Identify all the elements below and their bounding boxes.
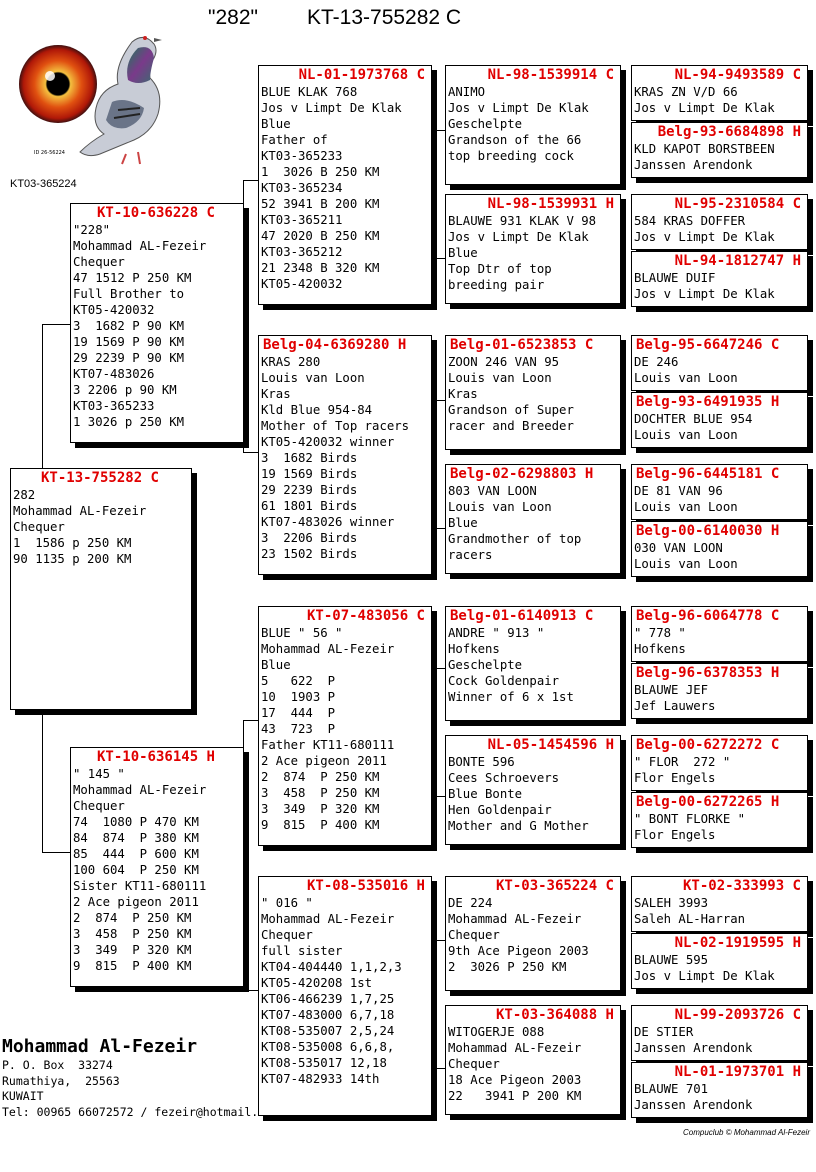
ring-number: NL-95-2310584 C — [674, 196, 801, 212]
info-line: DE STIER — [634, 1025, 694, 1039]
info-line: Hofkens — [448, 642, 500, 656]
ring-number: Belg-00-6272265 H — [636, 794, 780, 810]
info-line: Mother of Top racers — [261, 419, 410, 433]
info-line: KT03-365211 — [261, 213, 343, 227]
info-line: 90 1135 p 200 KM — [13, 552, 132, 566]
info-line: 2 874 P 250 KM — [73, 911, 192, 925]
info-line: 17 444 P — [261, 706, 336, 720]
info-line: Jos v Limpt De Klak — [634, 230, 775, 244]
info-line: KRAS ZN V/D 66 — [634, 85, 738, 99]
ancestor-card-g4-14[interactable] — [631, 933, 808, 989]
connector-line — [431, 258, 445, 259]
info-line: Flor Engels — [634, 828, 716, 842]
info-line: 9 815 P 400 KM — [261, 818, 380, 832]
info-line: SALEH 3993 — [634, 896, 709, 910]
ancestor-card-g3-8[interactable] — [445, 1005, 621, 1115]
info-line: 5 622 P — [261, 674, 336, 688]
info-line: KT03-365233 — [73, 399, 155, 413]
info-line: 29 2239 Birds — [261, 483, 358, 497]
ancestor-card-g3-5[interactable] — [445, 606, 621, 721]
ring-number: KT-10-636145 H — [96, 749, 215, 765]
logo-ring-text: KT03-365224 — [10, 178, 77, 190]
info-line: ANIMO — [448, 85, 486, 99]
info-line: Louis van Loon — [634, 557, 738, 571]
info-line: 282 — [13, 488, 36, 502]
info-line: Geschelpte — [448, 658, 523, 672]
info-line: Top Dtr of top — [448, 262, 552, 276]
connector-line — [431, 528, 445, 529]
info-line: Jos v Limpt De Klak — [448, 230, 589, 244]
ring-number: Belg-96-6445181 C — [636, 466, 780, 482]
connector-line — [431, 130, 445, 131]
ring-number: KT-02-333993 C — [682, 878, 801, 894]
ancestor-card-g4-7[interactable] — [631, 464, 808, 520]
ring-number: Belg-01-6523853 C — [450, 337, 594, 353]
info-line: Mohammad AL-Fezeir — [73, 239, 207, 253]
info-line: 43 723 P — [261, 722, 336, 736]
ring-number: Belg-93-6684898 H — [657, 124, 801, 140]
info-line: 84 874 P 380 KM — [73, 831, 199, 845]
info-line: " 016 " — [261, 896, 313, 910]
info-line: KLD KAPOT BORSTBEEN — [634, 142, 775, 156]
info-line: KT05-420032 — [73, 303, 155, 317]
info-line: BLUE KLAK 768 — [261, 85, 358, 99]
connector-line — [42, 852, 70, 853]
ancestor-card-g4-12[interactable] — [631, 792, 808, 848]
info-line: Mohammad AL-Fezeir — [73, 783, 207, 797]
info-line: Jos v Limpt De Klak — [634, 969, 775, 983]
connector-line — [42, 324, 70, 325]
ancestor-card-g3-2[interactable] — [445, 194, 621, 304]
software-credit: Compuclub © Mohammad Al-Fezeir — [683, 1128, 810, 1137]
info-line: Jef Lauwers — [634, 699, 716, 713]
info-line: 3 349 P 320 KM — [73, 943, 192, 957]
connector-line — [243, 720, 259, 721]
info-line: 3 458 P 250 KM — [73, 927, 192, 941]
info-line: Jos v Limpt De Klak — [261, 101, 402, 115]
info-line: Mohammad AL-Fezeir — [261, 642, 395, 656]
info-line: 3 349 P 320 KM — [261, 802, 380, 816]
info-line: "228" — [73, 223, 111, 237]
info-line: top breeding cock — [448, 149, 574, 163]
info-line: KRAS 280 — [261, 355, 321, 369]
info-line: Grandmother of top — [448, 532, 582, 546]
ancestor-card-g3-4[interactable] — [445, 464, 621, 574]
pigeon-logo-image — [14, 14, 184, 174]
info-line: 3 458 P 250 KM — [261, 786, 380, 800]
info-line: 22 3941 P 200 KM — [448, 1089, 582, 1103]
info-line: Blue — [261, 117, 291, 131]
info-line: 61 1801 Birds — [261, 499, 358, 513]
ancestor-card-g4-4[interactable] — [631, 251, 808, 307]
info-line: Louis van Loon — [634, 371, 738, 385]
info-line: BLAUWE 931 KLAK V 98 — [448, 214, 597, 228]
info-line: Sister KT11-680111 — [73, 879, 207, 893]
info-line: Janssen Arendonk — [634, 1041, 753, 1055]
pigeon-name: "282" — [208, 6, 258, 29]
granddam-dam-side-card[interactable] — [258, 876, 432, 1116]
ring-number: Belg-00-6272272 C — [636, 737, 780, 753]
ring-number: KT-08-535016 H — [306, 878, 425, 894]
address-line: KUWAIT — [2, 1089, 44, 1103]
info-line: DE 224 — [448, 896, 493, 910]
info-line: 030 VAN LOON — [634, 541, 723, 555]
grandsire-sire-side-card[interactable] — [258, 65, 432, 305]
info-line: Louis van Loon — [634, 500, 738, 514]
subject-card[interactable] — [10, 468, 192, 710]
connector-line — [243, 180, 259, 181]
ancestor-card-g4-10[interactable] — [631, 663, 808, 719]
info-line: racer and Breeder — [448, 419, 574, 433]
ancestor-card-g3-6[interactable] — [445, 735, 621, 845]
info-line: KT05-420208 1st — [261, 976, 373, 990]
info-line: WITOGERJE 088 — [448, 1025, 545, 1039]
info-line: Father KT11-680111 — [261, 738, 395, 752]
connector-line — [431, 400, 445, 401]
info-line: Jos v Limpt De Klak — [634, 287, 775, 301]
info-line: Janssen Arendonk — [634, 158, 753, 172]
info-line: 584 KRAS DOFFER — [634, 214, 746, 228]
info-line: Chequer — [261, 928, 313, 942]
info-line: 9 815 P 400 KM — [73, 959, 192, 973]
info-line: Chequer — [448, 1057, 500, 1071]
info-line: KT03-365234 — [261, 181, 343, 195]
info-line: 2 874 P 250 KM — [261, 770, 380, 784]
info-line: Blue — [448, 246, 478, 260]
ring-number: Belg-04-6369280 H — [263, 337, 407, 353]
ring-number: NL-98-1539931 H — [487, 196, 614, 212]
info-line: 1 1586 p 250 KM — [13, 536, 132, 550]
info-line: KT05-420032 winner — [261, 435, 395, 449]
info-line: Louis van Loon — [634, 428, 738, 442]
info-line: KT06-466239 1,7,25 — [261, 992, 395, 1006]
info-line: 18 Ace Pigeon 2003 — [448, 1073, 582, 1087]
ring-number: NL-01-1973768 C — [298, 67, 425, 83]
info-line: 2 3026 P 250 KM — [448, 960, 567, 974]
info-line: Saleh AL-Harran — [634, 912, 746, 926]
info-line: 21 2348 B 320 KM — [261, 261, 380, 275]
info-line: Louis van Loon — [448, 371, 552, 385]
granddam-sire-side-card[interactable] — [258, 335, 432, 575]
ring-number: KT-10-636228 C — [96, 205, 215, 221]
info-line: 52 3941 B 200 KM — [261, 197, 380, 211]
info-line: Kras — [448, 387, 478, 401]
info-line: BONTE 596 — [448, 755, 515, 769]
connector-line — [243, 990, 259, 991]
info-line: DOCHTER BLUE 954 — [634, 412, 753, 426]
info-line: BLAUWE 595 — [634, 953, 709, 967]
info-line: KT08-535017 12,18 — [261, 1056, 387, 1070]
info-line: Mohammad AL-Fezeir — [448, 1041, 582, 1055]
info-line: 29 2239 P 90 KM — [73, 351, 185, 365]
info-line: Jos v Limpt De Klak — [634, 101, 775, 115]
info-line: Chequer — [73, 255, 125, 269]
photo-caption: ID 26-56224 — [34, 150, 65, 156]
owner-contact — [2, 1036, 258, 1120]
info-line: Mohammad AL-Fezeir — [448, 912, 582, 926]
info-line: Mother and G Mother — [448, 819, 589, 833]
ring-number: Belg-02-6298803 H — [450, 466, 594, 482]
ring-number: NL-02-1919595 H — [674, 935, 801, 951]
info-line: Hen Goldenpair — [448, 803, 552, 817]
ring-number: NL-01-1973701 H — [674, 1064, 801, 1080]
ring-number: NL-94-9493589 C — [674, 67, 801, 83]
ring-number: KT-03-365224 C — [495, 878, 614, 894]
info-line: 2 Ace pigeon 2011 — [73, 895, 199, 909]
ring-number: KT-03-364088 H — [495, 1007, 614, 1023]
info-line: ZOON 246 VAN 95 — [448, 355, 560, 369]
info-line: BLAUWE DUIF — [634, 271, 716, 285]
info-line: KT07-483000 6,7,18 — [261, 1008, 395, 1022]
info-line: 1 3026 p 250 KM — [73, 415, 185, 429]
grandsire-dam-side-card[interactable] — [258, 606, 432, 846]
info-line: 10 1903 P — [261, 690, 336, 704]
info-line: Blue — [261, 658, 291, 672]
info-line: Blue — [448, 516, 478, 530]
ancestor-card-g3-7[interactable] — [445, 876, 621, 991]
ring-number: Belg-95-6647246 C — [636, 337, 780, 353]
connector-line — [431, 1068, 445, 1069]
ancestor-card-g4-13[interactable] — [631, 876, 808, 932]
ring-number: NL-94-1812747 H — [674, 253, 801, 269]
info-line: 3 1682 Birds — [261, 451, 358, 465]
info-line: 1 3026 B 250 KM — [261, 165, 380, 179]
info-line: Father of — [261, 133, 328, 147]
info-line: KT03-365212 — [261, 245, 343, 259]
info-line: Chequer — [448, 928, 500, 942]
ancestor-card-g4-3[interactable] — [631, 194, 808, 250]
info-line: Chequer — [13, 520, 65, 534]
info-line: Janssen Arendonk — [634, 1098, 753, 1112]
info-line: 47 1512 P 250 KM — [73, 271, 192, 285]
ancestor-card-g4-2[interactable] — [631, 122, 808, 178]
info-line: KT08-535007 2,5,24 — [261, 1024, 395, 1038]
connector-line — [42, 324, 43, 469]
connector-line — [243, 452, 259, 453]
info-line: 85 444 P 600 KM — [73, 847, 199, 861]
info-line: Hofkens — [634, 642, 686, 656]
info-line: ANDRE " 913 " — [448, 626, 545, 640]
info-line: Kld Blue 954-84 — [261, 403, 373, 417]
ancestor-card-g4-15[interactable] — [631, 1005, 808, 1061]
ring-number: Belg-01-6140913 C — [450, 608, 594, 624]
info-line: 9th Ace Pigeon 2003 — [448, 944, 589, 958]
ancestor-card-g3-3[interactable] — [445, 335, 621, 450]
info-line: " 778 " — [634, 626, 686, 640]
info-line: DE 246 — [634, 355, 679, 369]
info-line: 23 1502 Birds — [261, 547, 358, 561]
info-line: 100 604 P 250 KM — [73, 863, 199, 877]
info-line: 74 1080 P 470 KM — [73, 815, 199, 829]
info-line: KT05-420032 — [261, 277, 343, 291]
ring-number: Belg-93-6491935 H — [636, 394, 780, 410]
info-line: Blue Bonte — [448, 787, 523, 801]
ancestor-card-g4-1[interactable] — [631, 65, 808, 121]
info-line: breeding pair — [448, 278, 545, 292]
info-line: " BONT FLORKE " — [634, 812, 746, 826]
info-line: 3 2206 Birds — [261, 531, 358, 545]
info-line: Mohammad AL-Fezeir — [261, 912, 395, 926]
info-line: KT04-404440 1,1,2,3 — [261, 960, 402, 974]
info-line: KT07-483026 winner — [261, 515, 395, 529]
connector-line — [431, 940, 445, 941]
info-line: racers — [448, 548, 493, 562]
info-line: DE 81 VAN 96 — [634, 484, 723, 498]
connector-line — [42, 712, 43, 852]
ancestor-card-g4-9[interactable] — [631, 606, 808, 662]
address-line: P. O. Box 33274 — [2, 1058, 113, 1072]
ring-number: KT-07-483056 C — [306, 608, 425, 624]
info-line: Grandson of Super — [448, 403, 574, 417]
info-line: Geschelpte — [448, 117, 523, 131]
info-line: Jos v Limpt De Klak — [448, 101, 589, 115]
info-line: Cees Schroevers — [448, 771, 560, 785]
contact-line: Tel: 00965 66072572 / fezeir@hotmail. — [2, 1104, 259, 1119]
ancestor-card-g3-1[interactable] — [445, 65, 621, 185]
info-line: BLAUWE JEF — [634, 683, 709, 697]
ring-number: Belg-96-6378353 H — [636, 665, 780, 681]
ring-number: NL-05-1454596 H — [487, 737, 614, 753]
info-line: 19 1569 P 90 KM — [73, 335, 185, 349]
ring-number: Belg-96-6064778 C — [636, 608, 780, 624]
info-line: 3 2206 p 90 KM — [73, 383, 177, 397]
pigeon-ring-number: KT-13-755282 C — [307, 6, 462, 29]
info-line: 19 1569 Birds — [261, 467, 358, 481]
info-line: 2 Ace pigeon 2011 — [261, 754, 387, 768]
info-line: Winner of 6 x 1st — [448, 690, 574, 704]
info-line: Kras — [261, 387, 291, 401]
info-line: Full Brother to — [73, 287, 185, 301]
info-line: KT03-365233 — [261, 149, 343, 163]
address-line: Rumathiya, 25563 — [2, 1073, 120, 1088]
info-line: " 145 " — [73, 767, 125, 781]
info-line: 3 1682 P 90 KM — [73, 319, 185, 333]
info-line: BLAUWE 701 — [634, 1082, 709, 1096]
info-line: Grandson of the 66 — [448, 133, 582, 147]
info-line: 803 VAN LOON — [448, 484, 537, 498]
info-line: 47 2020 B 250 KM — [261, 229, 380, 243]
info-line: Chequer — [73, 799, 125, 813]
dam-card[interactable] — [70, 747, 244, 987]
info-line: BLUE " 56 " — [261, 626, 343, 640]
info-line: Louis van Loon — [448, 500, 552, 514]
connector-line — [431, 796, 445, 797]
info-line: KT08-535008 6,6,8, — [261, 1040, 395, 1054]
ancestor-card-g4-8[interactable] — [631, 521, 808, 577]
connector-line — [431, 668, 445, 669]
info-line: KT07-482933 14th — [261, 1072, 380, 1086]
ancestor-card-g4-6[interactable] — [631, 392, 808, 448]
info-line: KT07-483026 — [73, 367, 155, 381]
ancestor-card-g4-16[interactable] — [631, 1062, 808, 1118]
ring-number: Belg-00-6140030 H — [636, 523, 780, 539]
info-line: Cock Goldenpair — [448, 674, 560, 688]
ring-number: NL-99-2093726 C — [674, 1007, 801, 1023]
sire-card[interactable] — [70, 203, 244, 443]
ancestor-card-g4-5[interactable] — [631, 335, 808, 391]
info-line: " FLOR 272 " — [634, 755, 731, 769]
info-line: Mohammad AL-Fezeir — [13, 504, 147, 518]
info-line: Louis van Loon — [261, 371, 365, 385]
ring-number: KT-13-755282 C — [40, 470, 159, 486]
ancestor-card-g4-11[interactable] — [631, 735, 808, 791]
info-line: Flor Engels — [634, 771, 716, 785]
info-line: full sister — [261, 944, 343, 958]
owner-name: Mohammad Al-Fezeir — [2, 1036, 198, 1057]
ring-number: NL-98-1539914 C — [487, 67, 614, 83]
